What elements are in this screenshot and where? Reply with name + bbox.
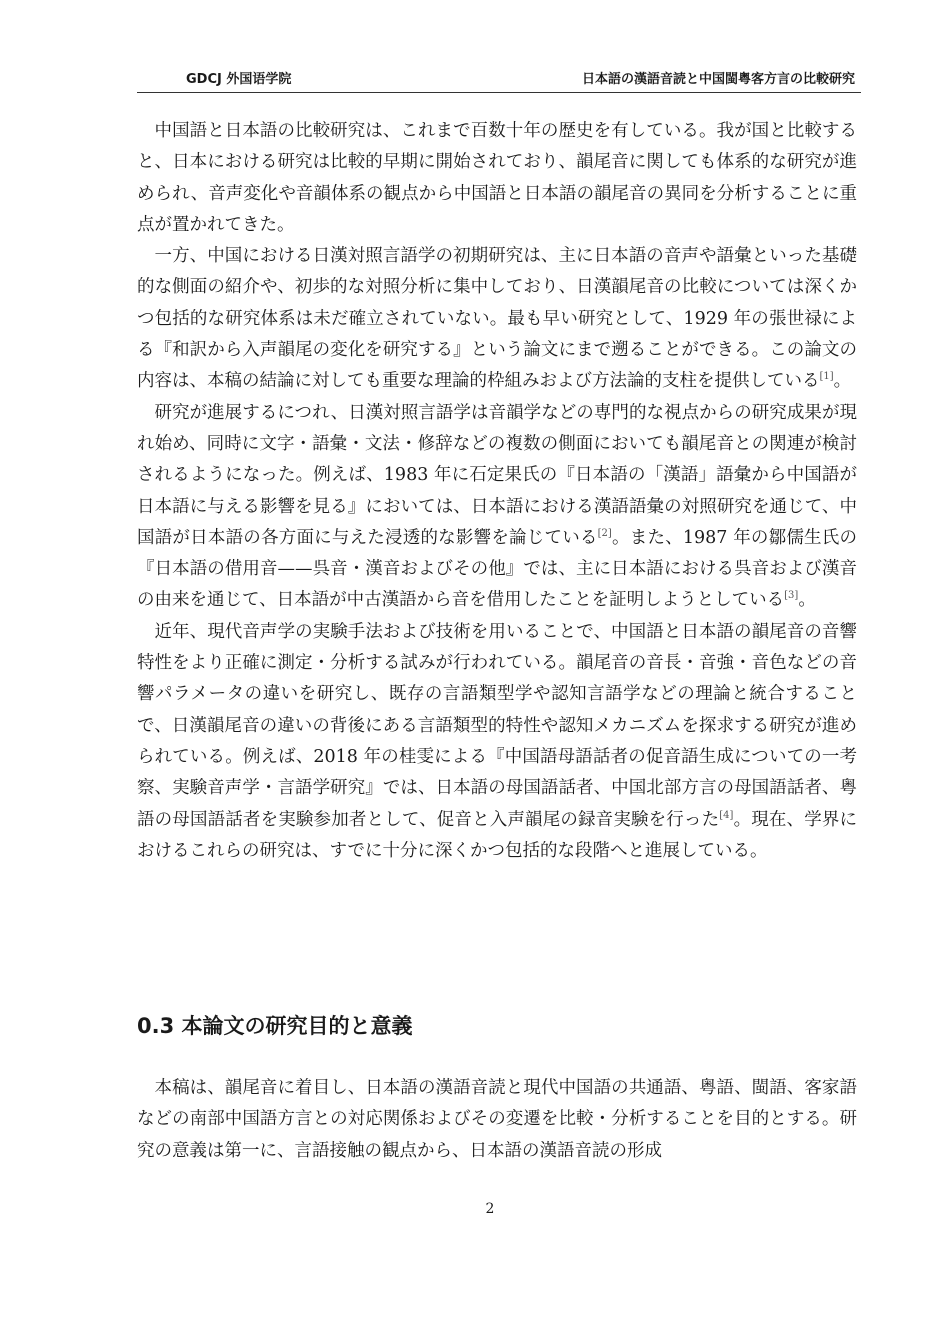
citation-2: [2] [597, 528, 612, 540]
paragraph-4-end: 。現在、学界におけるこれらの研究は、すでに十分に深くかつ包括的な段階へと進展している。 [137, 809, 858, 861]
section-heading: 0.3 本論文の研究目的と意義 [137, 1014, 413, 1038]
section-body-text [137, 1073, 857, 1167]
paragraph-4 [137, 617, 857, 867]
header-institution: GDCJ 外国语学院 [186, 72, 292, 87]
citation-1: [1] [819, 371, 834, 383]
paragraph-2-end: 。 [833, 371, 852, 392]
paragraph-2 [137, 241, 857, 397]
paragraph-3 [137, 398, 857, 617]
page-number: 2 [485, 1201, 495, 1217]
header-title: 日本語の漢語音読と中国閩粤客方言の比較研究 [581, 72, 855, 87]
section-paragraph: 本稿は、韻尾音に着目し、日本語の漢語音読と現代中国語の共通語、粤語、閩語、客家語などの南部中国語方言との対応関係およびその変遷を比較・分析することを目的とする。研究の意義は第一に、言語接触の観点から、日本語の漢語音読の形成 [137, 1078, 857, 1161]
paragraph-1 [137, 116, 857, 241]
body-text [137, 116, 857, 867]
citation-3: [3] [784, 590, 799, 602]
paragraph-3-middle: 。また、1987 年の鄒儒生氏の『日本語の借用音——呉音・漢音およびその他』では、主に日本語における呉音および漢音の由来を通じて、日本語が中古漢語から音を借用したことを証明しようとしている [137, 527, 857, 611]
paragraph-3-end: 。 [798, 590, 816, 611]
paragraph-4-text: 近年、現代音声学の実験手法および技術を用いることで、中国語と日本語の韻尾音の音響特性をより正確に測定・分析する試みが行われている。韻尾音の音長・音強・音色などの音響パラメータの違いを研究し、既存の言語類型学や認知言語学などの理論と統合することで、日漢韻尾音の違いの背後にある言語類型的特性や認知メカニズムを探求する研究が進められている。例えば、2018 年の桂雯による『中国語母語話者の促音語生成についての一考察、実験音声学・言語学研究』では、日本語の母国語話者、中国北部方言の母国語話者、粤語の母国語話者を実験参加者として、促音と入声韻尾の録音実験を行った [137, 621, 857, 830]
paragraph-1-text: 中国語と日本語の比較研究は、これまで百数十年の歴史を有している。我が国と比較すると、日本における研究は比較的早期に開始されており、韻尾音に関しても体系的な研究が進められ、音声変化や音韻体系の観点から中国語と日本語の韻尾音の異同を分析することに重点が置かれてきた。 [137, 121, 857, 235]
running-header [137, 70, 861, 93]
citation-4: [4] [719, 809, 734, 821]
paragraph-2-text: 一方、中国における日漢対照言語学の初期研究は、主に日本語の音声や語彙といった基礎的な側面の紹介や、初歩的な対照分析に集中しており、日漢韻尾音の比較については深くかつ包括的な研究体系は未だ確立されていない。最も早い研究として、1929 年の張世禄による『和訳から入声韻尾の変化を研究する』という論文にまで遡ることができる。この論文の内容は、本稿の結論に対しても重要な理論的枠組みおよび方法論的支柱を提供している [137, 246, 857, 392]
paragraph-3-text: 研究が進展するにつれ、日漢対照言語学は音韻学などの専門的な視点からの研究成果が現れ始め、同時に文字・語彙・文法・修辞などの複数の側面においても韻尾音との関連が検討されるようになった。例えば、1983 年に石定果氏の『日本語の「漢語」語彙から中国語が日本語に与える影響を見る』においては、日本語における漢語語彙の対照研究を通じて、中国語が日本語の各方面に与えた浸透的な影響を論じている [137, 402, 857, 548]
